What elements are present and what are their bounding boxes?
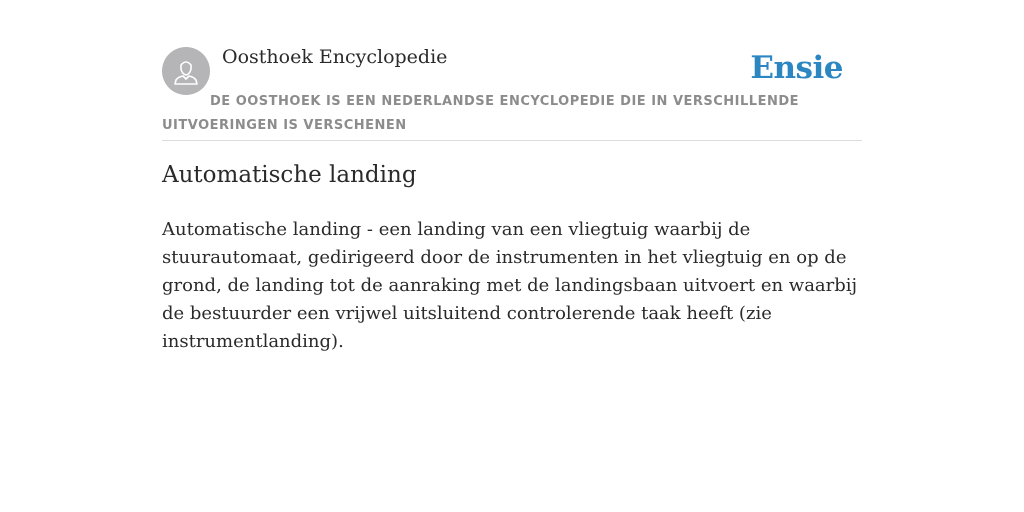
user-icon bbox=[171, 56, 201, 86]
article-title: Automatische landing bbox=[162, 162, 417, 188]
author-name[interactable]: Oosthoek Encyclopedie bbox=[222, 46, 448, 68]
article-body: Automatische landing - een landing van een vliegtuig waarbij de stuurautomaat, gedirigeerd door de instrumenten in het vliegtuig en op de grond, de landing tot de aanraking met de landingsbaan uitvoert en waarbij de bestuurder een vrijwel uitsluitend controlerende taak heeft (zie instrumentlanding). bbox=[162, 219, 858, 352]
avatar[interactable] bbox=[162, 47, 210, 95]
header bbox=[162, 46, 862, 141]
author-description: DE OOSTHOEK IS EEN NEDERLANDSE ENCYCLOPEDIE DIE IN VERSCHILLENDE UITVOERINGEN IS VERSCHENEN bbox=[162, 94, 800, 133]
brand-logo[interactable]: Ensie bbox=[750, 50, 843, 86]
